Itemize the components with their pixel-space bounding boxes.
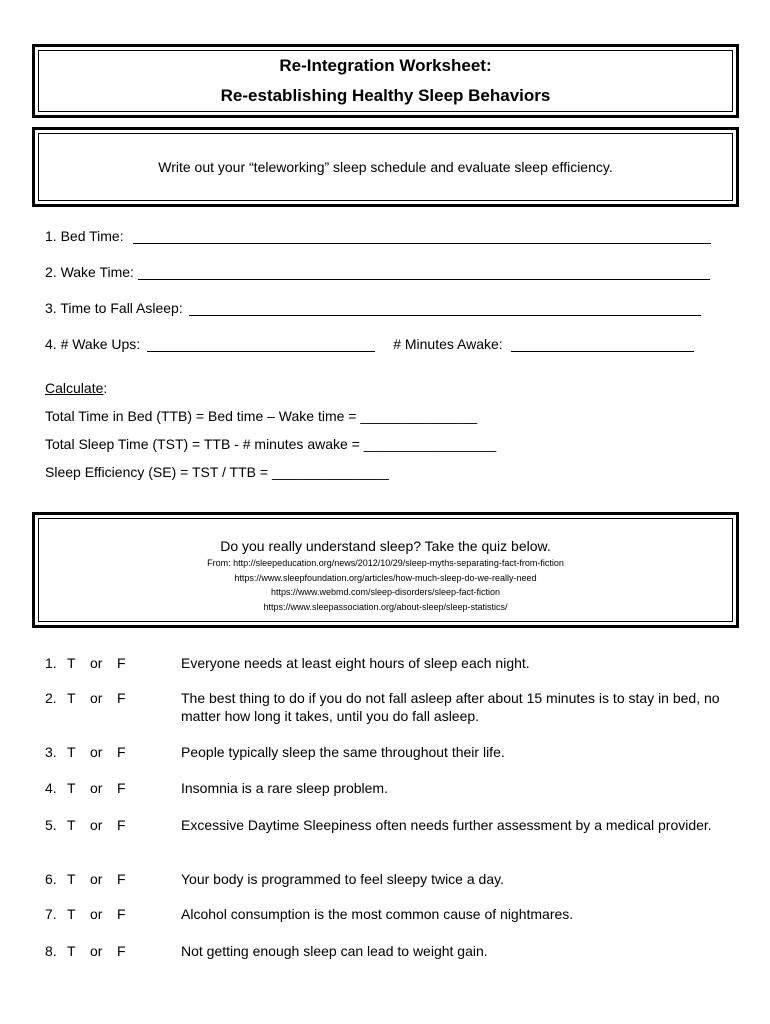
false-option[interactable]: F <box>117 744 126 760</box>
minutes-awake-label: # Minutes Awake: <box>393 336 503 352</box>
quiz-item <box>45 689 735 725</box>
quiz-inner-frame <box>38 518 733 622</box>
quiz-heading: Do you really understand sleep? Take the quiz below. <box>220 538 551 554</box>
calculate-heading-colon: : <box>103 380 108 396</box>
instruction-box <box>32 127 739 207</box>
quiz-item <box>45 905 735 923</box>
worksheet-subtitle: Re-establishing Healthy Sleep Behaviors <box>220 86 551 105</box>
quiz-item-number: 7. <box>45 906 57 922</box>
quiz-statement: Alcohol consumption is the most common cause of nightmares. <box>181 906 574 922</box>
source-line: https://www.webmd.com/sleep-disorders/sleep-fact-fiction <box>270 587 501 597</box>
bed-time-label: 1. Bed Time: <box>45 228 124 244</box>
calculate-heading-text: Calculate <box>45 380 104 396</box>
false-option[interactable]: F <box>117 655 126 671</box>
true-option[interactable]: T <box>67 871 76 887</box>
quiz-item-number: 3. <box>45 744 57 760</box>
or-label: or <box>90 690 103 706</box>
title-box <box>32 44 739 118</box>
ttb-formula: Total Time in Bed (TTB) = Bed time – Wake time = _______________ <box>45 408 478 424</box>
quiz-statement: Not getting enough sleep can lead to weight gain. <box>181 943 488 959</box>
true-option[interactable]: T <box>67 906 76 922</box>
or-label: or <box>90 655 103 671</box>
quiz-item <box>45 816 735 834</box>
true-option[interactable]: T <box>67 655 76 671</box>
fall-asleep-label: 3. Time to Fall Asleep: <box>45 300 183 316</box>
quiz-item <box>45 942 735 960</box>
source-line: https://www.sleepfoundation.org/articles/how-much-sleep-do-we-really-need <box>234 572 537 583</box>
bed-time-answer-line[interactable] <box>133 229 711 244</box>
wake-time-question <box>45 262 710 280</box>
quiz-statement: Everyone needs at least eight hours of sleep each night. <box>181 655 530 671</box>
fall-asleep-answer-line[interactable] <box>189 301 701 316</box>
minutes-awake-answer-line[interactable] <box>511 337 694 352</box>
source-line: From: http://sleepeducation.org/news/2012/10/29/sleep-myths-separating-fact-from-fiction <box>207 558 564 568</box>
false-option[interactable]: F <box>117 906 126 922</box>
quiz-statement: The best thing to do if you do not fall asleep after about 15 minutes is to stay in bed, no matter how long it takes, until you do fall asleep. <box>181 690 720 724</box>
true-option[interactable]: T <box>67 690 76 706</box>
quiz-item <box>45 870 735 888</box>
instruction-text: Write out your “teleworking” sleep schedule and evaluate sleep efficiency. <box>38 133 733 201</box>
quiz-item <box>45 654 735 672</box>
quiz-statement: Insomnia is a rare sleep problem. <box>181 780 388 796</box>
fall-asleep-question <box>45 298 701 316</box>
false-option[interactable]: F <box>117 690 126 706</box>
false-option[interactable]: F <box>117 871 126 887</box>
source-line: https://www.sleepassociation.org/about-sleep/sleep-statistics/ <box>263 601 508 612</box>
or-label: or <box>90 943 103 959</box>
or-label: or <box>90 817 103 833</box>
quiz-item-number: 4. <box>45 780 57 796</box>
false-option[interactable]: F <box>117 780 126 796</box>
quiz-item <box>45 779 735 797</box>
true-option[interactable]: T <box>67 817 76 833</box>
or-label: or <box>90 780 103 796</box>
quiz-item-number: 8. <box>45 943 57 959</box>
quiz-item <box>45 743 735 761</box>
calculate-heading <box>45 379 107 397</box>
true-option[interactable]: T <box>67 780 76 796</box>
bed-time-question <box>45 226 711 244</box>
or-label: or <box>90 871 103 887</box>
quiz-statement: People typically sleep the same throughout their life. <box>181 744 505 760</box>
se-formula: Sleep Efficiency (SE) = TST / TTB = _______________ <box>45 464 389 480</box>
quiz-item-number: 2. <box>45 690 57 706</box>
true-option[interactable]: T <box>67 943 76 959</box>
quiz-box <box>32 512 739 628</box>
or-label: or <box>90 906 103 922</box>
quiz-statement: Excessive Daytime Sleepiness often needs further assessment by a medical provider. <box>181 817 712 833</box>
title-inner-frame <box>38 50 733 112</box>
quiz-statement: Your body is programmed to feel sleepy twice a day. <box>181 871 504 887</box>
quiz-item-number: 1. <box>45 655 57 671</box>
worksheet-title: Re-Integration Worksheet: <box>279 56 492 75</box>
false-option[interactable]: F <box>117 943 126 959</box>
wake-ups-answer-line[interactable] <box>147 337 375 352</box>
wake-ups-label: 4. # Wake Ups: <box>45 336 141 352</box>
true-option[interactable]: T <box>67 744 76 760</box>
quiz-item-number: 6. <box>45 871 57 887</box>
quiz-item-number: 5. <box>45 817 57 833</box>
or-label: or <box>90 744 103 760</box>
false-option[interactable]: F <box>117 817 126 833</box>
wake-time-answer-line[interactable] <box>138 265 710 280</box>
wake-time-label: 2. Wake Time: <box>45 264 134 280</box>
wake-ups-question <box>45 334 694 352</box>
tst-formula: Total Sleep Time (TST) = TTB - # minutes awake = _________________ <box>45 436 497 452</box>
